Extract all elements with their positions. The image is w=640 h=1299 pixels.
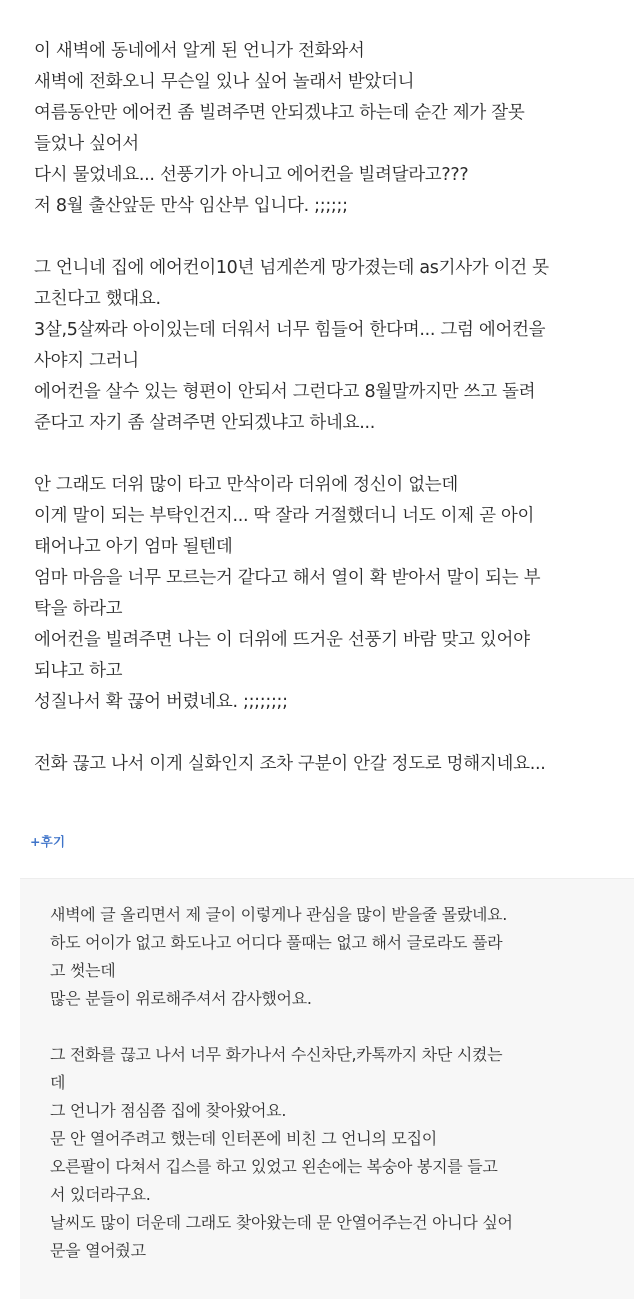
text-line: 안 그래도 더위 많이 타고 만삭이라 더위에 정신이 없는데 [34, 475, 459, 495]
paragraph-gap [50, 1013, 620, 1041]
text-line: 오른팔이 다쳐서 깁스를 하고 있었고 왼손에는 복숭아 봉지를 들고 [50, 1157, 498, 1176]
text-line: 저 8월 출산앞둔 만삭 임산부 입니다. ;;;;;; [34, 196, 348, 216]
review-label: +후기 [30, 834, 66, 849]
text-line: 들었나 싶어서 [34, 134, 139, 154]
text-line: 고 썻는데 [50, 961, 116, 980]
text-line: 엄마 마음을 너무 모르는거 같다고 해서 열이 확 받아서 말이 되는 부 [34, 568, 541, 588]
text-line: 새벽에 글 올리면서 제 글이 이렇게나 관심을 많이 받을줄 몰랐네요. [50, 905, 508, 924]
text-line: 되냐고 하고 [34, 661, 123, 681]
text-line: 많은 분들이 위로해주셔서 감사했어요. [50, 989, 312, 1008]
text-line: 다시 물었네요... 선풍기가 아니고 에어컨을 빌려달라고??? [34, 165, 469, 185]
text-line: 태어나고 아기 엄마 될텐데 [34, 537, 233, 557]
text-line: 여름동안만 에어컨 좀 빌려주면 안되겠냐고 하는데 순간 제가 잘못 [34, 103, 525, 123]
text-line: 이게 말이 되는 부탁인건지... 딱 잘라 거절했더니 너도 이제 곧 아이 [34, 506, 535, 526]
text-line: 성질나서 확 끊어 버렸네요. ;;;;;;;; [34, 692, 288, 712]
text-line: 전화 끊고 나서 이게 실화인지 조차 구분이 안갈 정도로 멍해지네요... [34, 754, 546, 774]
text-line: 사야지 그러니 [34, 351, 139, 371]
text-line: 그 전화를 끊고 나서 너무 화가나서 수신차단,카톡까지 차단 시켰는 [50, 1045, 503, 1064]
text-line: 고친다고 했대요. [34, 289, 161, 309]
text-line: 에어컨을 살수 있는 형편이 안되서 그런다고 8월말까지만 쓰고 돌려 [34, 382, 536, 402]
paragraph-gap [34, 222, 624, 253]
review-paragraph-1 [50, 901, 620, 1013]
post-paragraph-2 [34, 253, 624, 439]
post-paragraph-3 [34, 470, 624, 718]
text-line: 3살,5살짜라 아이있는데 더워서 너무 힘들어 한다며... 그럼 에어컨을 [34, 320, 546, 340]
text-line: 탁을 하라고 [34, 599, 123, 619]
text-line: 이 새벽에 동네에서 알게 된 언니가 전화와서 [34, 41, 365, 61]
text-line: 새벽에 전화오니 무슨일 있나 싶어 놀래서 받았더니 [34, 72, 415, 92]
post-body [34, 36, 624, 780]
paragraph-gap [34, 718, 624, 749]
text-line: 그 언니네 집에 에어컨이10년 넘게쓴게 망가졌는데 as기사가 이건 못 [34, 258, 549, 278]
post-paragraph-4 [34, 749, 624, 780]
paragraph-gap [34, 439, 624, 470]
text-line: 문 안 열어주려고 했는데 인터폰에 비친 그 언니의 모집이 [50, 1129, 437, 1148]
review-paragraph-2 [50, 1041, 620, 1265]
text-line: 데 [50, 1073, 66, 1092]
text-line: 서 있더라구요. [50, 1185, 151, 1204]
text-line: 하도 어이가 없고 화도나고 어디다 풀때는 없고 해서 글로라도 풀라 [50, 933, 503, 952]
text-line: 에어컨을 빌려주면 나는 이 더위에 뜨거운 선풍기 바람 맞고 있어야 [34, 630, 530, 650]
review-box [20, 878, 634, 1299]
post-paragraph-1 [34, 36, 624, 222]
text-line: 문을 열어줬고 [50, 1241, 146, 1260]
text-line: 그 언니가 점심쯤 집에 찾아왔어요. [50, 1101, 287, 1120]
text-line: 날씨도 많이 더운데 그래도 찾아왔는데 문 안열어주는건 아니다 싶어 [50, 1213, 513, 1232]
text-line: 준다고 자기 좀 살려주면 안되겠냐고 하네요... [34, 413, 375, 433]
review-body [50, 901, 620, 1265]
